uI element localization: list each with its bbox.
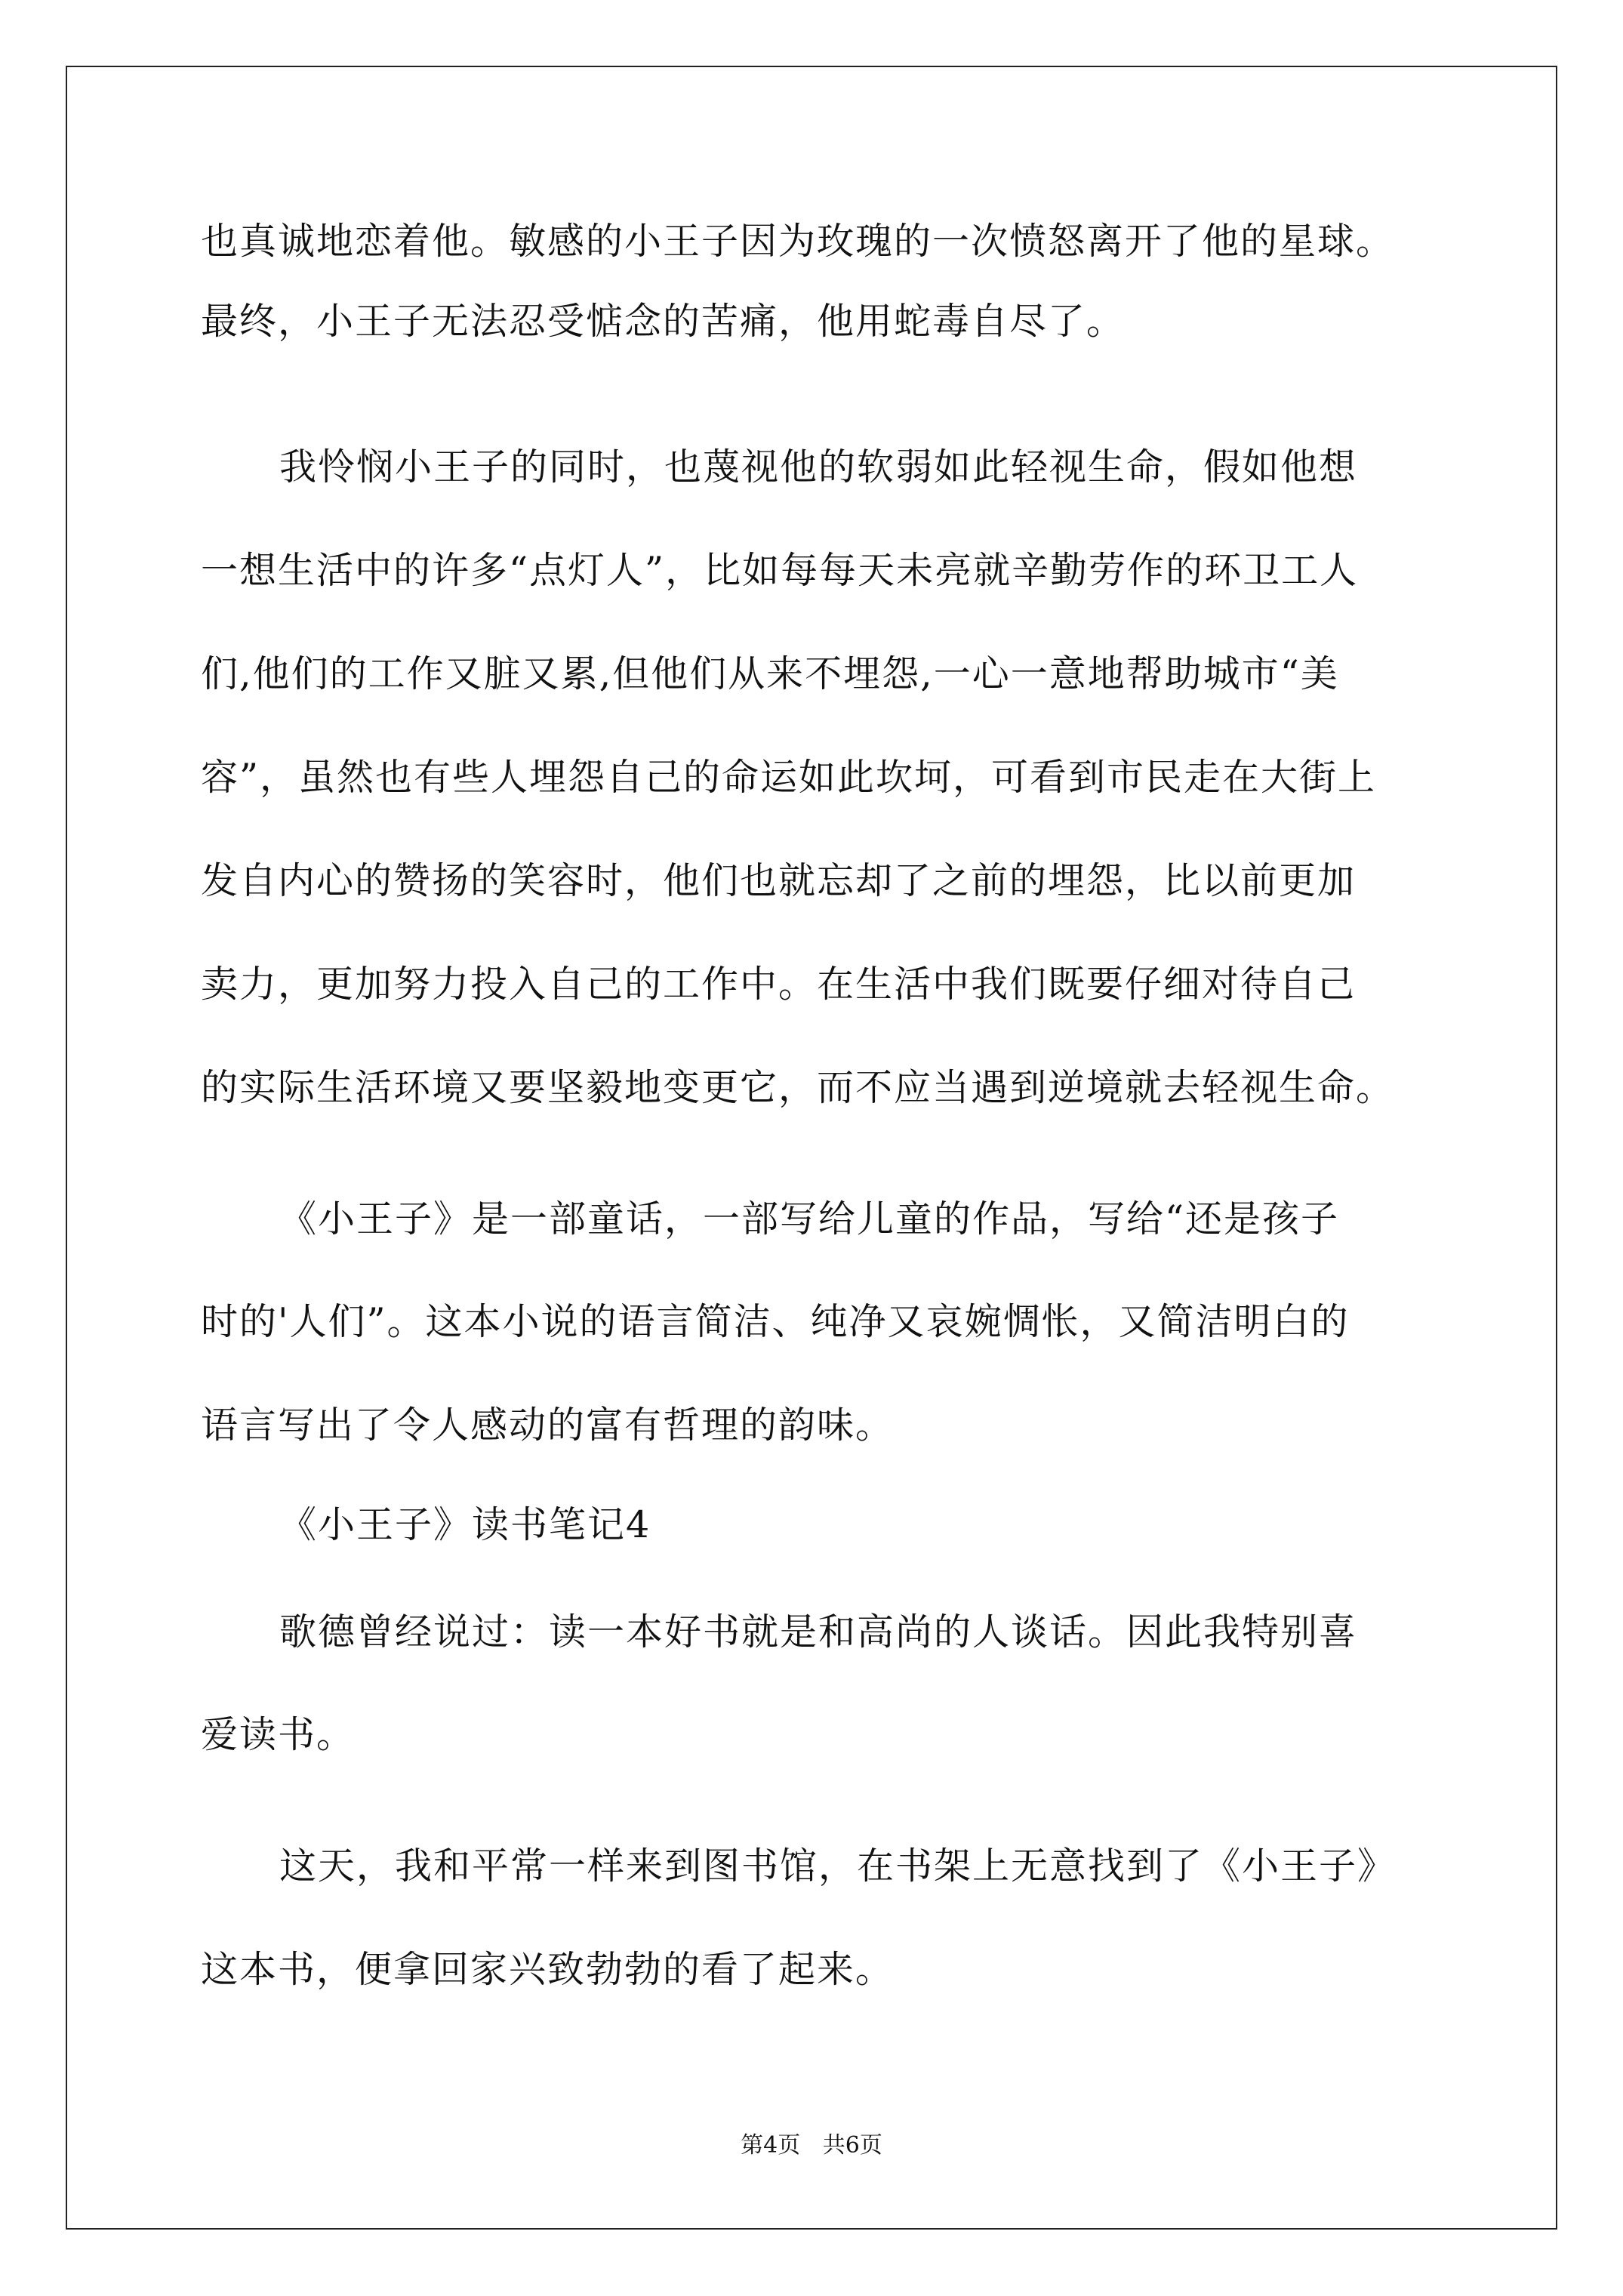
text-line: 这本书，便拿回家兴致勃勃的看了起来。 xyxy=(201,1948,895,1991)
text-line: 最终，小王子无法忍受惦念的苦痛，他用蛇毒自尽了。 xyxy=(201,300,1126,343)
text-line: 容”，虽然也有些人埋怨自己的命运如此坎坷，可看到市民走在大街上 xyxy=(201,756,1377,799)
page-footer xyxy=(0,2131,1623,2161)
page-total: 共6页 xyxy=(822,2132,882,2159)
section-heading: 《小王子》读书笔记4 xyxy=(279,1503,651,1546)
text-line: 也真诚地恋着他。敏感的小王子因为玫瑰的一次愤怒离开了他的星球。 xyxy=(201,220,1395,263)
text-line: 这天，我和平常一样来到图书馆，在书架上无意找到了《小王子》 xyxy=(279,1845,1397,1888)
text-line: 歌德曾经说过：读一本好书就是和高尚的人谈话。因此我特别喜 xyxy=(279,1610,1358,1653)
text-line: 发自内心的赞扬的笑容时，他们也就忘却了之前的埋怨，比以前更加 xyxy=(201,859,1357,902)
page-border xyxy=(66,66,1557,2230)
page-number: 第4页 xyxy=(741,2132,801,2159)
text-line: 语言写出了令人感动的富有哲理的韵味。 xyxy=(201,1404,895,1447)
text-line: 的实际生活环境又要坚毅地变更它，而不应当遇到逆境就去轻视生命。 xyxy=(201,1066,1395,1109)
text-line: 们,他们的工作又脏又累,但他们从来不埋怨,一心一意地帮助城市“美 xyxy=(201,652,1339,695)
text-line: 时的'人们”。这本小说的语言简洁、纯净又哀婉惆怅，又简洁明白的 xyxy=(201,1300,1350,1343)
text-line: 卖力，更加努力投入自己的工作中。在生活中我们既要仔细对待自己 xyxy=(201,963,1357,1006)
text-line: 《小王子》是一部童话，一部写给儿童的作品，写给“还是孩子 xyxy=(279,1197,1340,1240)
text-line: 我怜悯小王子的同时，也蔑视他的软弱如此轻视生命，假如他想 xyxy=(279,445,1358,488)
text-line: 爱读书。 xyxy=(201,1713,356,1756)
text-line: 一想生活中的许多“点灯人”，比如每每天未亮就辛勤劳作的环卫工人 xyxy=(201,549,1359,592)
